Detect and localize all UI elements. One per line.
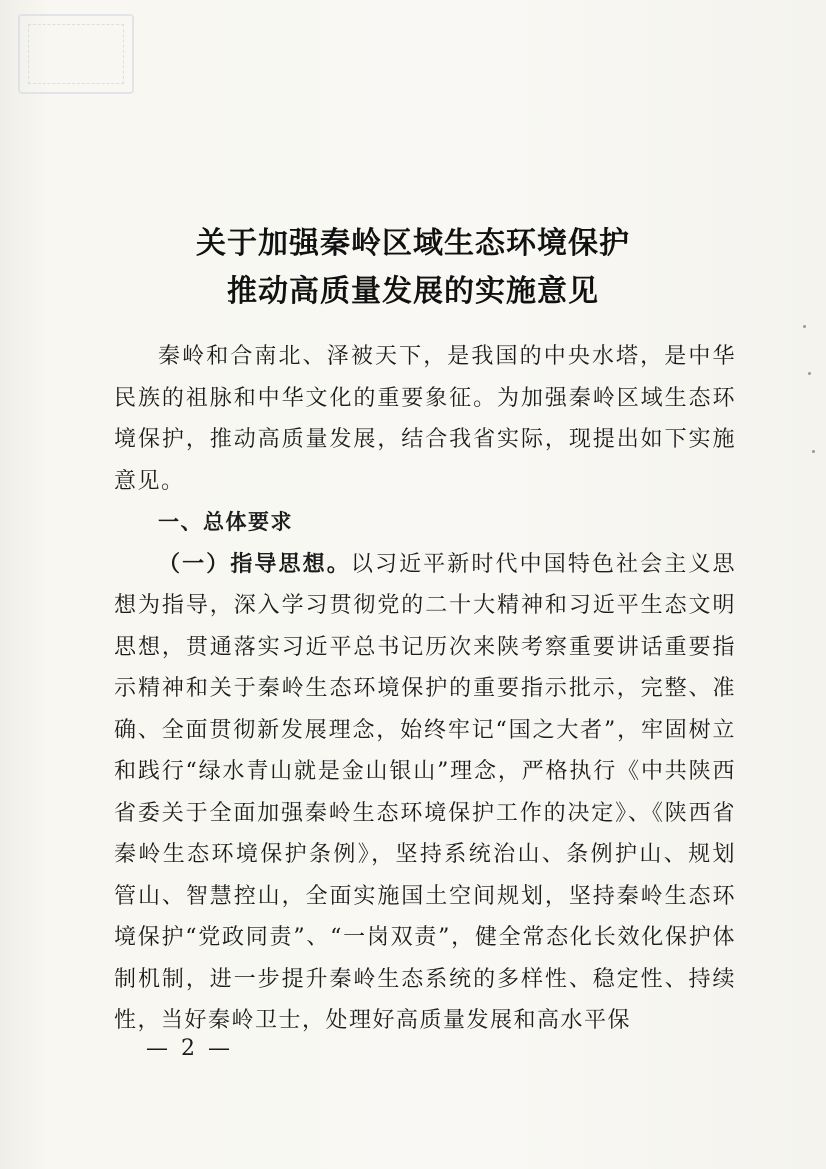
faded-stamp (18, 14, 134, 94)
guiding-text: 以习近平新时代中国特色社会主义思想为指导，深入学习贯彻党的二十大精神和习近平生态文明思想，贯通落实习近平总书记历次来陕考察重要讲话重要指示精神和关于秦岭生态环境保护的重要指示批示，完整、准确、全面贯彻新发展理念，始终牢记“国之大者”，牢固树立和践行“绿水青山就是金山银山”理念，严格执行《中共陕西省委关于全面加强秦岭生态环境保护工作的决定》、《陕西省秦岭生态环境保护条例》，坚持系统治山、条例护山、规划管山、智慧控山，全面实施国土空间规划，坚持秦岭生态环境保护“党政同责”、“一岗双责”，健全常态化长效化保护体制机制，进一步提升秦岭生态系统的多样性、稳定性、持续性，当好秦岭卫士，处理好高质量发展和高水平保 (114, 551, 736, 1033)
scan-speck (812, 450, 815, 453)
section-heading: 一、总体要求 (158, 510, 293, 534)
guiding-paragraph (114, 544, 736, 1042)
scan-speck (803, 325, 806, 328)
document-title-line-1: 关于加强秦岭区域生态环境保护 (196, 226, 630, 261)
scan-speck (808, 372, 811, 375)
page-number: — 2 — (146, 1036, 233, 1061)
subsection-heading: （一）指导思想。 (158, 551, 351, 577)
intro-paragraph: 秦岭和合南北、泽被天下，是我国的中央水塔，是中华民族的祖脉和中华文化的重要象征。为加强秦岭区域生态环境保护，推动高质量发展，结合我省实际，现提出如下实施意见。 (114, 344, 736, 494)
document-body (114, 336, 736, 1042)
document-title-line-2: 推动高质量发展的实施意见 (227, 274, 599, 309)
